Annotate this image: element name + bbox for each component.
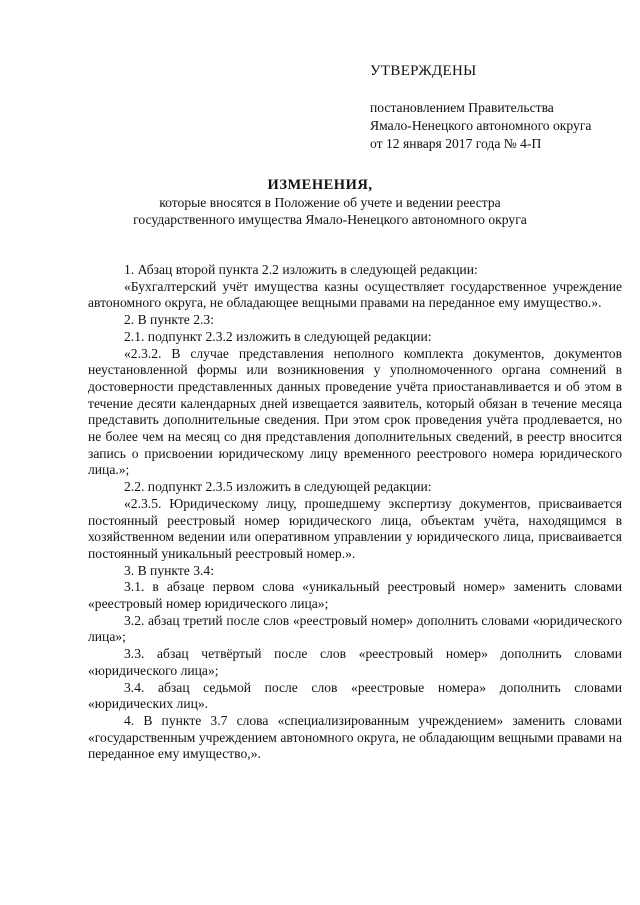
paragraph: «2.3.2. В случае представления неполного комплекта документов, документов неустановленной формы или возникновения у уполномоченного органа сомнений в достоверности представленных данных проведение учёта приостанавливается и об этом в течение десяти календарных дней извещается заявитель, который обязан в течение месяца представить дополнительные сведения. При этом срок проведения учёта продлевается, но не более чем на месяц со дня представления дополнительных сведений, в реестр вносится запись о присвоении юридическому лицу временного реестрового номера юридического лица.»; [88,345,622,478]
paragraph: 3.3. абзац четвёртый после слов «реестровый номер» дополнить словами «юридического лица»; [88,646,622,678]
paragraph: 1. Абзац второй пункта 2.2 изложить в следующей редакции: [124,262,478,277]
paragraph: 4. В пункте 3.7 слова «специализированным учреждением» заменить словами «государственным учреждением автономного округа, не обладающим вещными правами на переданное ему имущество,». [88,712,622,762]
paragraph: 3. В пункте 3.4: [124,562,214,578]
paragraph: 2. В пункте 2.3: [124,312,214,328]
document-subtitle: которые вносятся в Положение об учете и ведении реестра государственного имущества Ямало-Ненецкого автономного округа [133,195,527,227]
paragraph: 3.4. абзац седьмой после слов «реестровые номера» дополнить словами «юридических лиц». [88,679,622,712]
paragraph: 2.2. подпункт 2.3.5 изложить в следующей редакции: [124,479,432,495]
paragraph: 3.1. в абзаце первом слова «уникальный реестровый номер» заменить словами «реестровый номер юридического лица»; [88,579,622,612]
paragraph: «Бухгалтерский учёт имущества казны осуществляет государственное учреждение автономного округа, не обладающее вещными правами на переданное ему имущество.». [88,278,622,311]
approval-line: постановлением Правительства [370,100,554,115]
paragraph: «2.3.5. Юридическому лицу, прошедшему экспертизу документов, присваивается постоянный реестровый номер юридического лица, объектам учёта, находящимся в хозяйственном ведении или оперативном управлении у юридического лица, присваивается постоянный уникальный реестровый номер.». [88,495,622,561]
approval-details [370,99,620,153]
approval-line: от 12 января 2017 года № 4-П [370,136,542,151]
approval-line: Ямало-Ненецкого автономного округа [370,118,592,133]
approval-title: УТВЕРЖДЕНЫ [370,63,477,79]
paragraph: 2.1. подпункт 2.3.2 изложить в следующей редакции: [124,328,432,344]
paragraph: 3.2. абзац третий после слов «реестровый номер» дополнить словами «юридического лица»; [88,612,622,645]
approval-stamp [370,62,620,153]
document-title: ИЗМЕНЕНИЯ, [267,177,373,193]
document-body [88,262,622,763]
